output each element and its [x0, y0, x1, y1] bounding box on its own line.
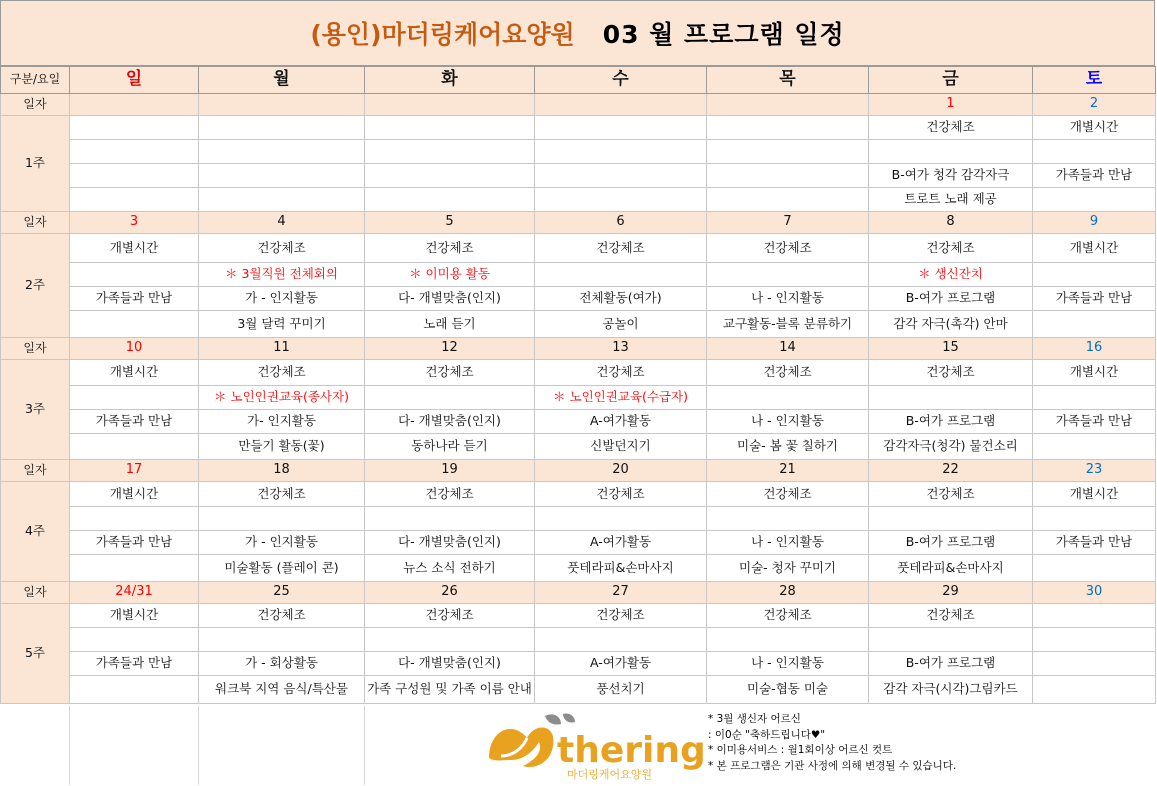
activity-cell	[70, 311, 199, 338]
activity-cell	[707, 628, 869, 652]
activity-cell	[535, 628, 707, 652]
activity-cell: ＊ 생신잔치	[869, 263, 1033, 287]
activity-cell: 가- 인지활동	[199, 410, 365, 434]
activity-cell: 트로트 노래 제공	[869, 188, 1033, 212]
activity-cell: ＊ 노인인권교육(수급자)	[535, 386, 707, 410]
date-cell: 20	[535, 460, 707, 482]
note-line: * 3월 생신자 어르신	[708, 713, 801, 725]
week-label: 4주	[1, 482, 70, 582]
activity-cell: 건강체조	[365, 482, 535, 507]
date-cell: 25	[199, 582, 365, 604]
activity-cell: 공놀이	[535, 311, 707, 338]
activity-cell	[535, 188, 707, 212]
activity-row	[1, 531, 1156, 555]
date-cell: 13	[535, 338, 707, 360]
date-row	[1, 94, 1156, 116]
note-line: : 이0순 "축하드립니다♥"	[708, 728, 826, 741]
activity-cell	[365, 386, 535, 410]
activity-cell	[199, 628, 365, 652]
activity-cell	[70, 386, 199, 410]
activity-row	[1, 360, 1156, 386]
activity-row	[1, 507, 1156, 531]
page-title	[0, 0, 1155, 66]
note-line: * 이미용서비스 : 월1회이상 어르신 컷트	[708, 744, 893, 756]
activity-cell: 건강체조	[535, 604, 707, 628]
date-cell: 11	[199, 338, 365, 360]
activity-row	[1, 555, 1156, 582]
activity-cell: 가 - 회상활동	[199, 652, 365, 676]
activity-row	[1, 410, 1156, 434]
activity-cell: 개별시간	[1033, 360, 1156, 386]
activity-cell: 가 - 인지활동	[199, 531, 365, 555]
activity-cell: 나 - 인지활동	[707, 652, 869, 676]
schedule-table	[0, 66, 1156, 704]
date-row	[1, 338, 1156, 360]
weekday-wed: 수	[535, 67, 707, 94]
activity-cell: B-여가 프로그램	[869, 652, 1033, 676]
activity-cell: 풍선치기	[535, 676, 707, 704]
activity-cell	[70, 188, 199, 212]
activity-cell: B-여가 프로그램	[869, 410, 1033, 434]
activity-cell: 건강체조	[707, 604, 869, 628]
activity-cell: 다- 개별맞춤(인지)	[365, 287, 535, 311]
activity-cell: 신발던지기	[535, 434, 707, 460]
date-cell: 2	[1033, 94, 1156, 116]
activity-row	[1, 386, 1156, 410]
activity-cell	[1033, 604, 1156, 628]
activity-cell: A-여가활동	[535, 410, 707, 434]
activity-cell: 노래 듣기	[365, 311, 535, 338]
activity-cell: 건강체조	[535, 360, 707, 386]
activity-cell: 개별시간	[70, 604, 199, 628]
activity-cell: A-여가활동	[535, 531, 707, 555]
date-cell	[535, 94, 707, 116]
activity-cell	[365, 140, 535, 164]
activity-cell: 가족들과 만남	[1033, 410, 1156, 434]
activity-row	[1, 628, 1156, 652]
activity-row	[1, 164, 1156, 188]
activity-cell	[535, 116, 707, 140]
activity-cell: 건강체조	[365, 604, 535, 628]
activity-cell: 미술- 청자 꾸미기	[707, 555, 869, 582]
activity-cell: 건강체조	[707, 360, 869, 386]
activity-cell	[70, 263, 199, 287]
activity-cell: 건강체조	[199, 482, 365, 507]
activity-cell: A-여가활동	[535, 652, 707, 676]
activity-cell	[1033, 676, 1156, 704]
date-cell: 19	[365, 460, 535, 482]
date-cell: 10	[70, 338, 199, 360]
activity-cell	[199, 164, 365, 188]
activity-cell: 미술활동 (플레이 콘)	[199, 555, 365, 582]
activity-cell: 풋테라피&손마사지	[535, 555, 707, 582]
activity-cell: 개별시간	[1033, 234, 1156, 263]
week-label: 2주	[1, 234, 70, 338]
activity-row	[1, 434, 1156, 460]
activity-cell: 감각 자극(시각)그림카드	[869, 676, 1033, 704]
activity-cell: 건강체조	[869, 482, 1033, 507]
activity-cell	[365, 628, 535, 652]
activity-cell: ＊ 이미용 활동	[365, 263, 535, 287]
activity-cell: 나 - 인지활동	[707, 531, 869, 555]
date-cell: 18	[199, 460, 365, 482]
activity-cell	[365, 116, 535, 140]
week-label: 1주	[1, 116, 70, 212]
weekday-fri: 금	[869, 67, 1033, 94]
date-cell: 22	[869, 460, 1033, 482]
date-cell: 29	[869, 582, 1033, 604]
activity-cell	[70, 628, 199, 652]
activity-row	[1, 234, 1156, 263]
activity-row	[1, 287, 1156, 311]
activity-cell	[70, 116, 199, 140]
date-cell: 14	[707, 338, 869, 360]
date-cell	[365, 94, 535, 116]
activity-cell: 건강체조	[869, 604, 1033, 628]
activity-cell: ＊ 3월직원 전체회의	[199, 263, 365, 287]
activity-cell	[365, 507, 535, 531]
date-cell: 4	[199, 212, 365, 234]
activity-row	[1, 604, 1156, 628]
activity-cell: 교구활동-블록 분류하기	[707, 311, 869, 338]
activity-cell: 건강체조	[707, 482, 869, 507]
date-cell: 28	[707, 582, 869, 604]
activity-cell	[70, 676, 199, 704]
activity-cell	[707, 116, 869, 140]
date-cell: 15	[869, 338, 1033, 360]
activity-cell	[70, 507, 199, 531]
activity-cell	[535, 263, 707, 287]
date-row-label: 일자	[1, 94, 70, 116]
mothering-logo-icon	[483, 712, 708, 782]
activity-cell: 전체활동(여가)	[535, 287, 707, 311]
activity-cell	[70, 140, 199, 164]
activity-cell	[365, 164, 535, 188]
date-cell: 9	[1033, 212, 1156, 234]
date-cell: 8	[869, 212, 1033, 234]
activity-cell: 가 - 인지활동	[199, 287, 365, 311]
activity-cell	[199, 140, 365, 164]
activity-cell: 다- 개별맞춤(인지)	[365, 531, 535, 555]
activity-cell	[199, 188, 365, 212]
activity-cell: 미술- 봄 꽃 칠하기	[707, 434, 869, 460]
activity-cell: 건강체조	[199, 604, 365, 628]
activity-cell: B-여가 프로그램	[869, 287, 1033, 311]
activity-cell: 건강체조	[707, 234, 869, 263]
activity-cell	[1033, 507, 1156, 531]
activity-cell: 풋테라피&손마사지	[869, 555, 1033, 582]
weekday-thu: 목	[707, 67, 869, 94]
activity-cell: 개별시간	[1033, 482, 1156, 507]
note-line: * 본 프로그램은 기관 사정에 의해 변경될 수 있습니다.	[708, 759, 957, 772]
activity-cell: ＊ 노인인권교육(종사자)	[199, 386, 365, 410]
date-row-label: 일자	[1, 460, 70, 482]
activity-cell	[199, 507, 365, 531]
date-row	[1, 212, 1156, 234]
activity-row	[1, 311, 1156, 338]
activity-cell	[1033, 263, 1156, 287]
activity-cell: 건강체조	[869, 360, 1033, 386]
weekday-mon: 월	[199, 67, 365, 94]
schedule-body	[1, 67, 1156, 704]
activity-cell: 감각 자극(촉각) 안마	[869, 311, 1033, 338]
activity-cell: 건강체조	[199, 360, 365, 386]
activity-cell: B-여가 청각 감각자극	[869, 164, 1033, 188]
activity-cell	[1033, 311, 1156, 338]
activity-cell	[535, 507, 707, 531]
activity-cell: 개별시간	[70, 482, 199, 507]
activity-cell	[869, 507, 1033, 531]
activity-cell: 다- 개별맞춤(인지)	[365, 652, 535, 676]
activity-cell	[869, 628, 1033, 652]
activity-cell	[707, 188, 869, 212]
activity-cell	[1033, 386, 1156, 410]
date-cell: 1	[869, 94, 1033, 116]
activity-cell: B-여가 프로그램	[869, 531, 1033, 555]
activity-cell	[869, 386, 1033, 410]
activity-cell: 가족들과 만남	[70, 287, 199, 311]
weekday-sat: 토	[1033, 67, 1156, 94]
activity-cell: 워크북 지역 음식/특산물	[199, 676, 365, 704]
week-label: 3주	[1, 360, 70, 460]
activity-cell	[869, 140, 1033, 164]
activity-cell: 가족들과 만남	[70, 652, 199, 676]
activity-cell	[365, 188, 535, 212]
date-row	[1, 460, 1156, 482]
logo-subtitle: 마더링케어요양원	[567, 768, 653, 781]
week-label: 5주	[1, 604, 70, 704]
date-row-label: 일자	[1, 582, 70, 604]
activity-cell	[1033, 140, 1156, 164]
facility-name: (용인)마더링케어요양원	[310, 20, 575, 49]
activity-cell	[199, 116, 365, 140]
footer-gridline	[364, 706, 365, 785]
month-title: 03 월 프로그램 일정	[602, 20, 845, 49]
date-cell: 16	[1033, 338, 1156, 360]
activity-cell: 3월 달력 꾸미기	[199, 311, 365, 338]
activity-cell	[70, 555, 199, 582]
date-cell: 27	[535, 582, 707, 604]
date-cell: 21	[707, 460, 869, 482]
weekday-header-row	[1, 67, 1156, 94]
activity-cell: 나 - 인지활동	[707, 410, 869, 434]
activity-cell	[535, 164, 707, 188]
activity-row	[1, 116, 1156, 140]
date-cell: 7	[707, 212, 869, 234]
activity-row	[1, 482, 1156, 507]
date-cell	[70, 94, 199, 116]
activity-cell: 만들기 활동(꽃)	[199, 434, 365, 460]
activity-cell	[1033, 188, 1156, 212]
weekday-tue: 화	[365, 67, 535, 94]
activity-cell	[70, 164, 199, 188]
date-row-label: 일자	[1, 338, 70, 360]
activity-cell	[535, 140, 707, 164]
activity-cell: 미술-협동 미술	[707, 676, 869, 704]
activity-cell	[707, 263, 869, 287]
date-cell: 26	[365, 582, 535, 604]
date-row	[1, 582, 1156, 604]
date-cell: 12	[365, 338, 535, 360]
activity-cell: 건강체조	[535, 482, 707, 507]
date-row-label: 일자	[1, 212, 70, 234]
date-cell: 3	[70, 212, 199, 234]
activity-cell: 가족들과 만남	[1033, 164, 1156, 188]
activity-cell	[1033, 652, 1156, 676]
facility-logo	[483, 712, 708, 782]
date-cell: 30	[1033, 582, 1156, 604]
activity-cell: 건강체조	[869, 116, 1033, 140]
activity-cell: 동하나라 듣기	[365, 434, 535, 460]
activity-cell: 가족들과 만남	[70, 531, 199, 555]
date-cell: 24/31	[70, 582, 199, 604]
date-cell: 23	[1033, 460, 1156, 482]
activity-cell	[1033, 555, 1156, 582]
activity-cell: 개별시간	[70, 234, 199, 263]
footer-gridline	[198, 706, 199, 785]
activity-cell: 감각자극(청각) 물건소리	[869, 434, 1033, 460]
activity-cell: 뉴스 소식 전하기	[365, 555, 535, 582]
date-cell: 6	[535, 212, 707, 234]
activity-cell	[707, 140, 869, 164]
footer-notes	[708, 712, 956, 774]
date-cell	[707, 94, 869, 116]
activity-cell	[707, 164, 869, 188]
activity-cell: 건강체조	[365, 234, 535, 263]
activity-row	[1, 676, 1156, 704]
activity-cell: 건강체조	[365, 360, 535, 386]
activity-cell: 건강체조	[199, 234, 365, 263]
activity-cell: 개별시간	[70, 360, 199, 386]
activity-cell: 가족 구성원 및 가족 이름 안내	[365, 676, 535, 704]
activity-row	[1, 188, 1156, 212]
activity-cell: 가족들과 만남	[1033, 531, 1156, 555]
activity-cell	[70, 434, 199, 460]
activity-cell	[1033, 434, 1156, 460]
logo-text: thering	[557, 730, 706, 771]
activity-cell: 가족들과 만남	[1033, 287, 1156, 311]
activity-cell	[707, 507, 869, 531]
activity-cell: 건강체조	[869, 234, 1033, 263]
activity-cell: 개별시간	[1033, 116, 1156, 140]
activity-cell: 건강체조	[535, 234, 707, 263]
weekday-sun: 일	[70, 67, 199, 94]
footer-gridline	[69, 706, 70, 785]
date-cell: 5	[365, 212, 535, 234]
activity-cell: 다- 개별맞춤(인지)	[365, 410, 535, 434]
activity-cell: 나 - 인지활동	[707, 287, 869, 311]
date-cell: 17	[70, 460, 199, 482]
activity-row	[1, 263, 1156, 287]
date-cell	[199, 94, 365, 116]
activity-row	[1, 140, 1156, 164]
activity-row	[1, 652, 1156, 676]
header-label: 구분/요일	[1, 67, 70, 94]
activity-cell	[1033, 628, 1156, 652]
activity-cell: 가족들과 만남	[70, 410, 199, 434]
activity-cell	[707, 386, 869, 410]
